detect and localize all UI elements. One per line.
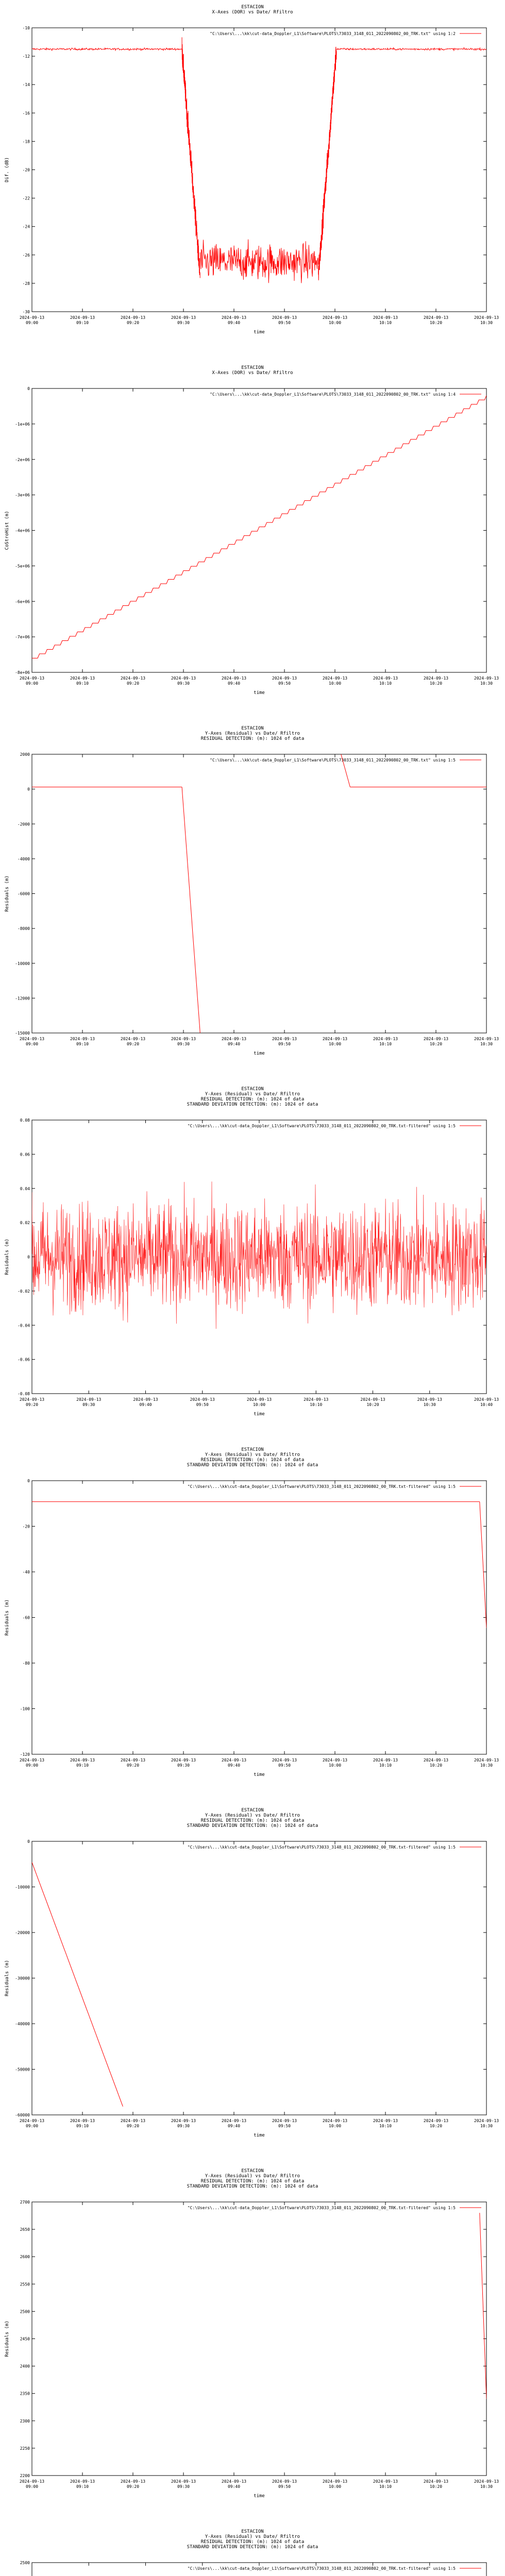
x-tick-label: 2024-09-13 [272,2479,297,2484]
x-tick-label: 09:40 [227,1042,241,1046]
x-tick-label: 2024-09-13 [322,2479,348,2484]
x-tick-label: 2024-09-13 [373,676,398,681]
x-tick-label: 09:30 [82,1402,95,1407]
x-tick-label: 10:10 [379,2124,392,2128]
x-tick-label: 10:30 [480,320,493,325]
chart-title: STANDARD DEVIATION DETECTION: (m): 1024 of data [187,2184,318,2189]
y-tick-label: -0.04 [17,1323,30,1328]
series-line [32,1862,123,2107]
y-axis-label: CoStroHist (m) [5,511,10,550]
x-tick-label: 09:50 [278,1763,291,1768]
y-tick-label: -8000 [17,926,30,931]
x-tick-label: 10:20 [429,2124,443,2128]
x-tick-label: 2024-09-13 [70,676,95,681]
y-tick-label: -80 [22,1661,30,1666]
y-axis-label: Residuals (m) [5,1599,10,1636]
y-tick-label: -7e+06 [15,635,30,640]
x-tick-label: 2024-09-13 [272,2119,297,2123]
x-tick-label: 2024-09-13 [70,315,95,320]
x-tick-label: 2024-09-13 [423,1037,449,1041]
x-tick-label: 09:00 [25,1763,39,1768]
x-tick-label: 09:50 [278,2124,291,2128]
x-tick-label: 2024-09-13 [76,1397,102,1402]
y-tick-label: -100 [20,1706,30,1711]
x-tick-label: 2024-09-13 [190,1397,215,1402]
x-tick-label: 10:10 [379,1763,392,1768]
series-segment-1 [32,48,182,50]
y-tick-label: 0.02 [20,1221,30,1226]
x-tick-label: 2024-09-13 [322,1758,348,1762]
x-tick-label: 2024-09-13 [171,2119,196,2123]
x-tick-label: 10:30 [480,681,493,686]
x-tick-label: 2024-09-13 [171,1758,196,1762]
x-tick-label: 10:30 [480,1763,493,1768]
series-line [32,754,486,1033]
y-tick-label: 2550 [20,2282,30,2287]
series-segment-4 [318,47,336,280]
y-tick-label: -2e+06 [15,457,30,462]
chart-panel-5 [5,1447,499,1777]
x-tick-label: 09:20 [126,1763,140,1768]
x-axis-label: time [254,1051,265,1056]
plot-frame [32,2202,486,2476]
chart-panel-4 [5,1087,499,1417]
x-tick-label: 2024-09-13 [19,2479,45,2484]
x-tick-label: 09:50 [278,2484,291,2489]
y-tick-label: -22 [22,196,30,201]
chart-title: Y-Axes (Residual) vs Date/ Rfiltro [205,2534,300,2539]
x-tick-label: 2024-09-13 [171,2479,196,2484]
x-tick-label: 09:00 [25,2484,39,2489]
y-tick-label: 0 [27,787,30,792]
x-tick-label: 2024-09-13 [246,1397,272,1402]
x-tick-label: 09:40 [227,2124,241,2128]
legend-label: "C:\Users\...\kk\cut-data_Doppler_L1\Software\PLOTS\73033_3148_011_2022090802_00_TRK.txt-filtered" using 1:5 [187,1845,456,1850]
x-tick-label: 2024-09-13 [120,1758,146,1762]
legend-label: "C:\Users\...\kk\cut-data_Doppler_L1\Software\PLOTS\73033_3148_011_2022090802_00_TRK.txt" using 1:2 [210,31,456,36]
y-tick-label: 2500 [20,2309,30,2314]
x-tick-label: 2024-09-13 [423,2119,449,2123]
x-tick-label: 10:00 [328,2484,342,2489]
chart-panel-6 [5,1808,499,2138]
y-tick-label: -120 [20,1752,30,1757]
y-tick-label: -24 [22,224,30,229]
x-tick-label: 2024-09-13 [474,1397,499,1402]
x-tick-label: 2024-09-13 [423,315,449,320]
x-tick-label: 10:30 [480,2124,493,2128]
x-tick-label: 2024-09-13 [133,1397,158,1402]
series-segment-5 [336,48,486,50]
chart-title: RESIDUAL DETECTION: (m): 1024 of data [200,736,305,741]
x-tick-label: 2024-09-13 [120,1037,146,1041]
x-tick-label: 10:20 [429,1042,443,1046]
plot-frame [32,754,486,1033]
x-tick-label: 10:10 [379,2484,392,2489]
chart-title: ESTACION [241,5,264,10]
y-tick-label: 0.04 [20,1186,30,1191]
legend-label: "C:\Users\...\kk\cut-data_Doppler_L1\Software\PLOTS\73033_3148_011_2022090802_00_TRK.txt-filtered" using 1:5 [187,2566,456,2571]
x-tick-label: 2024-09-13 [474,1037,499,1041]
y-tick-label: -10000 [15,1885,30,1890]
chart-title: X-Axes (DOR) vs Date/ Rfiltro [212,10,293,15]
legend-label: "C:\Users\...\kk\cut-data_Doppler_L1\Software\PLOTS\73033_3148_011_2022090802_00_TRK.txt" using 1:4 [210,392,456,397]
x-tick-label: 2024-09-13 [373,2119,398,2123]
y-tick-label: -12 [22,54,30,59]
y-tick-label: -30 [22,310,30,314]
legend-label: "C:\Users\...\kk\cut-data_Doppler_L1\Software\PLOTS\73033_3148_011_2022090802_00_TRK.txt-filtered" using 1:5 [187,1124,456,1128]
x-tick-label: 2024-09-13 [120,2479,146,2484]
x-tick-label: 10:30 [423,1402,436,1407]
y-tick-label: -10 [22,26,30,30]
x-tick-label: 09:00 [25,2124,39,2128]
chart-title: Y-Axes (Residual) vs Date/ Rfiltro [205,1452,300,1458]
x-tick-label: 09:00 [25,681,39,686]
chart-title: STANDARD DEVIATION DETECTION: (m): 1024 of data [187,1823,318,1828]
x-tick-label: 10:30 [480,2484,493,2489]
x-tick-label: 2024-09-13 [221,2119,247,2123]
chart-title: STANDARD DEVIATION DETECTION: (m): 1024 of data [187,1463,318,1468]
x-tick-label: 2024-09-13 [474,2479,499,2484]
x-tick-label: 2024-09-13 [423,2479,449,2484]
x-tick-label: 2024-09-13 [70,1758,95,1762]
y-tick-label: 2600 [20,2255,30,2260]
y-tick-label: 0 [27,1479,30,1483]
y-tick-label: -0.08 [17,1392,30,1396]
y-tick-label: -60 [22,1615,30,1620]
x-tick-label: 2024-09-13 [221,315,247,320]
x-tick-label: 09:10 [76,320,89,325]
y-tick-label: 2400 [20,2364,30,2369]
x-tick-label: 2024-09-13 [19,676,45,681]
y-tick-label: -60000 [15,2113,30,2117]
x-tick-label: 2024-09-13 [373,315,398,320]
series-segment-2 [182,37,200,278]
y-tick-label: -40 [22,1570,30,1574]
x-axis-label: time [254,1412,265,1417]
x-axis-label: time [254,2494,265,2499]
y-tick-label: -20 [22,167,30,173]
chart-title: Y-Axes (Residual) vs Date/ Rfiltro [205,2174,300,2179]
y-tick-label: -50000 [15,2067,30,2072]
y-tick-label: 2300 [20,2418,30,2424]
series-segment-1 [480,2213,486,2399]
legend-label: "C:\Users\...\kk\cut-data_Doppler_L1\Software\PLOTS\73033_3148_011_2022090802_00_TRK.txt-filtered" using 1:5 [187,1484,456,1489]
x-tick-label: 10:10 [379,681,392,686]
x-tick-label: 09:50 [196,1402,209,1407]
x-tick-label: 09:50 [278,681,291,686]
x-tick-label: 2024-09-13 [171,315,196,320]
x-tick-label: 2024-09-13 [474,676,499,681]
y-tick-label: 0 [27,386,30,391]
x-tick-label: 2024-09-13 [19,1397,45,1402]
plot-frame [32,1841,486,2115]
x-tick-label: 2024-09-13 [322,315,348,320]
series-segment-1 [32,1862,123,2107]
x-tick-label: 09:20 [126,2124,140,2128]
x-tick-label: 2024-09-13 [221,1037,247,1041]
x-tick-label: 2024-09-13 [360,1397,385,1402]
series-line [32,396,486,658]
x-tick-label: 2024-09-13 [70,2479,95,2484]
x-tick-label: 10:00 [252,1402,266,1407]
y-tick-label: -28 [22,281,30,286]
x-tick-label: 10:10 [379,320,392,325]
y-tick-label: -26 [22,252,30,258]
x-tick-label: 10:30 [480,1042,493,1046]
chart-title: Y-Axes (Residual) vs Date/ Rfiltro [205,731,300,736]
y-tick-label: 2450 [20,2336,30,2342]
y-tick-label: -18 [22,139,30,144]
x-tick-label: 2024-09-13 [19,1758,45,1762]
x-tick-label: 09:50 [278,320,291,325]
x-tick-label: 2024-09-13 [70,2119,95,2123]
x-tick-label: 2024-09-13 [373,1037,398,1041]
chart-panel-3 [5,726,499,1056]
chart-panel-1 [5,5,499,335]
x-tick-label: 10:20 [366,1402,379,1407]
chart-title: ESTACION [241,1808,264,1813]
y-tick-label: -8e+06 [15,670,30,675]
x-tick-label: 09:30 [177,2484,190,2489]
chart-panel-2 [5,365,499,696]
chart-title: RESIDUAL DETECTION: (m): 1024 of data [200,1097,305,1102]
x-tick-label: 10:00 [328,1042,342,1046]
x-tick-label: 2024-09-13 [272,1037,297,1041]
x-tick-label: 2024-09-13 [304,1397,329,1402]
x-tick-label: 09:10 [76,2484,89,2489]
x-tick-label: 09:20 [126,1042,140,1046]
x-tick-label: 09:30 [177,681,190,686]
chart-title: RESIDUAL DETECTION: (m): 1024 of data [200,1818,305,1823]
x-tick-label: 2024-09-13 [474,2119,499,2123]
chart-title: RESIDUAL DETECTION: (m): 1024 of data [200,2179,305,2184]
x-tick-label: 2024-09-13 [322,1037,348,1041]
x-tick-label: 2024-09-13 [423,1758,449,1762]
y-tick-label: -4000 [17,856,30,861]
x-tick-label: 2024-09-13 [373,1758,398,1762]
x-tick-label: 2024-09-13 [19,315,45,320]
x-tick-label: 2024-09-13 [171,1037,196,1041]
x-tick-label: 09:20 [25,1402,39,1407]
x-tick-label: 09:40 [227,1763,241,1768]
y-tick-label: 2700 [20,2200,30,2205]
y-tick-label: -12000 [15,996,30,1001]
legend-label: "C:\Users\...\kk\cut-data_Doppler_L1\Software\PLOTS\73033_3148_011_2022090802_00_TRK.txt-filtered" using 1:5 [187,2206,456,2210]
y-tick-label: -4e+06 [15,528,30,533]
y-tick-label: -40000 [15,2022,30,2026]
x-tick-label: 09:00 [25,1042,39,1046]
x-tick-label: 10:40 [480,1402,493,1407]
y-tick-label: -20000 [15,1930,30,1935]
chart-title: STANDARD DEVIATION DETECTION: (m): 1024 of data [187,2545,318,2550]
x-tick-label: 09:10 [76,2124,89,2128]
x-tick-label: 2024-09-13 [120,315,146,320]
series-segment-1 [32,396,486,658]
x-tick-label: 2024-09-13 [221,676,247,681]
y-tick-label: 2350 [20,2391,30,2396]
series-segment-2 [480,1502,486,1628]
chart-title: Y-Axes (Residual) vs Date/ Rfiltro [205,1813,300,1818]
y-tick-label: -0.06 [17,1357,30,1362]
x-tick-label: 2024-09-13 [70,1037,95,1041]
x-tick-label: 09:00 [25,320,39,325]
x-tick-label: 10:20 [429,1763,443,1768]
y-tick-label: -16 [22,111,30,116]
x-axis-label: time [254,2133,265,2138]
x-tick-label: 10:20 [429,2484,443,2489]
chart-title: ESTACION [241,365,264,370]
legend-label: "C:\Users\...\kk\cut-data_Doppler_L1\Software\PLOTS\73033_3148_011_2022090802_00_TRK.txt" using 1:5 [210,758,456,762]
y-tick-label: 0.08 [20,1118,30,1123]
x-tick-label: 2024-09-13 [19,2119,45,2123]
y-tick-label: 2500 [20,2561,30,2565]
y-tick-label: 2250 [20,2446,30,2451]
chart-panel-7 [5,2168,499,2499]
x-tick-label: 09:40 [139,1402,152,1407]
y-tick-label: 0.06 [20,1152,30,1157]
y-tick-label: 2200 [20,2473,30,2478]
chart-title: STANDARD DEVIATION DETECTION: (m): 1024 of data [187,1102,318,1107]
chart-title: Y-Axes (Residual) vs Date/ Rfiltro [205,1092,300,1097]
x-tick-label: 2024-09-13 [272,1758,297,1762]
x-tick-label: 2024-09-13 [322,676,348,681]
y-axis-label: Residuals (m) [5,1960,10,1996]
y-tick-label: 2000 [20,752,30,757]
x-tick-label: 09:30 [177,1042,190,1046]
x-tick-label: 10:10 [379,1042,392,1046]
x-tick-label: 2024-09-13 [19,1037,45,1041]
series-segment-1 [32,1181,486,1329]
series-segment-2 [182,787,200,1033]
series-line [32,1181,486,1329]
y-tick-label: -6000 [17,891,30,896]
x-tick-label: 2024-09-13 [171,676,196,681]
x-tick-label: 10:00 [328,681,342,686]
x-tick-label: 09:30 [177,1763,190,1768]
x-tick-label: 09:10 [76,1763,89,1768]
plot-frame [32,388,486,672]
y-tick-label: -5e+06 [15,564,30,569]
y-axis-label: Residuals (m) [5,1239,10,1275]
series-segment-3 [200,240,318,283]
y-axis-label: Dif. (dB) [5,157,10,182]
chart-title: X-Axes (DOR) vs Date/ Rfiltro [212,370,293,376]
x-tick-label: 10:00 [328,2124,342,2128]
x-tick-label: 10:00 [328,320,342,325]
y-tick-label: 2650 [20,2227,30,2232]
chart-title: ESTACION [241,1087,264,1092]
x-tick-label: 2024-09-13 [120,2119,146,2123]
chart-title: ESTACION [241,1447,264,1452]
y-tick-label: 0 [27,1839,30,1844]
x-tick-label: 2024-09-13 [221,2479,247,2484]
y-tick-label: -20 [22,1524,30,1529]
y-tick-label: -0.02 [17,1289,30,1294]
x-tick-label: 2024-09-13 [272,315,297,320]
series-line [32,37,486,283]
series-line [32,1502,486,1628]
x-tick-label: 10:20 [429,320,443,325]
x-tick-label: 09:20 [126,681,140,686]
series-line [480,2213,486,2399]
y-tick-label: -3e+06 [15,493,30,498]
chart-title: ESTACION [241,2529,264,2534]
x-tick-label: 09:10 [76,1042,89,1046]
y-tick-label: -30000 [15,1976,30,1981]
x-axis-label: time [254,1772,265,1777]
y-tick-label: -14 [22,82,30,88]
x-axis-label: time [254,690,265,696]
x-tick-label: 09:40 [227,681,241,686]
y-tick-label: -15000 [15,1031,30,1036]
x-tick-label: 2024-09-13 [474,1758,499,1762]
x-tick-label: 09:40 [227,320,241,325]
x-tick-label: 09:30 [177,2124,190,2128]
x-tick-label: 09:40 [227,2484,241,2489]
x-tick-label: 09:30 [177,320,190,325]
y-tick-label: -1e+06 [15,421,30,427]
x-tick-label: 10:20 [429,681,443,686]
x-tick-label: 10:10 [310,1402,323,1407]
y-axis-label: Residuals (m) [5,875,10,912]
x-tick-label: 10:00 [328,1763,342,1768]
x-tick-label: 09:20 [126,2484,140,2489]
x-axis-label: time [254,330,265,335]
y-tick-label: 0 [27,1255,30,1260]
x-tick-label: 2024-09-13 [423,676,449,681]
x-tick-label: 2024-09-13 [120,676,146,681]
y-tick-label: -10000 [15,961,30,966]
x-tick-label: 2024-09-13 [322,2119,348,2123]
chart-title: RESIDUAL DETECTION: (m): 1024 of data [200,2539,305,2545]
x-tick-label: 09:10 [76,681,89,686]
chart-title: RESIDUAL DETECTION: (m): 1024 of data [200,1458,305,1463]
y-tick-label: -2000 [17,822,30,827]
x-tick-label: 2024-09-13 [474,315,499,320]
y-tick-label: -6e+06 [15,599,30,604]
x-tick-label: 09:50 [278,1042,291,1046]
x-tick-label: 2024-09-13 [221,1758,247,1762]
x-tick-label: 09:20 [126,320,140,325]
x-tick-label: 2024-09-13 [417,1397,442,1402]
y-axis-label: Residuals (m) [5,2320,10,2357]
plot-frame [32,1481,486,1754]
x-tick-label: 2024-09-13 [272,676,297,681]
chart-panel-8 [5,2529,499,2576]
chart-title: ESTACION [241,726,264,731]
x-tick-label: 2024-09-13 [373,2479,398,2484]
chart-title: ESTACION [241,2168,264,2174]
